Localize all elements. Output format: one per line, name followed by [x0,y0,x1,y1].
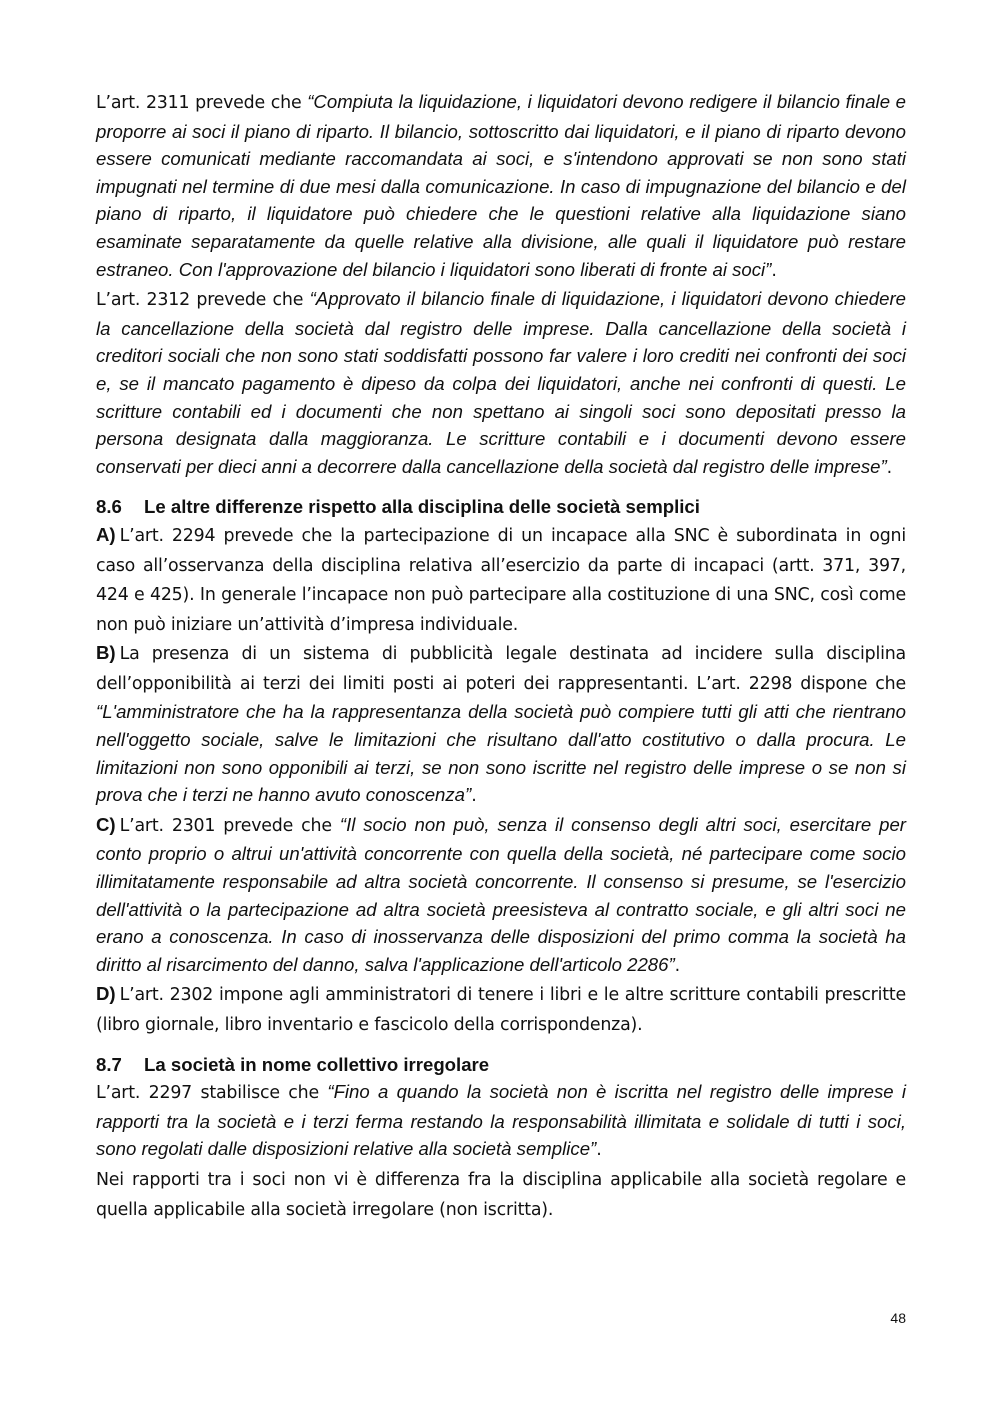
section-title: Le altre differenze rispetto alla disciplina delle società semplici [144,496,700,518]
item-a [96,521,906,639]
paragraph-lead: L’art. 2311 prevede che [96,93,308,113]
section-heading-8-7 [96,1051,906,1079]
paragraph-art-2312: L’art. 2312 prevede che “Approvato il bilancio finale di liquidazione, i liquidatori devono chiedere la cancellazione della società dal registro delle imprese. Dalla cancellazione della società i creditori sociali che non sono stati soddisfatti possono far valere i loro crediti nei confronti dei soci e, se il mancato pagamento è dipeso da colpa dei liquidatori, anche nei confronti di questi. Le scritture contabili ed i documenti che non spettano ai singoli soci sono depositati presso la persona designata dalla maggioranza. Le scritture contabili e i documenti devono essere conservati per dieci anni a decorrere dalla cancellazione della società dal registro delle imprese”. [96,288,906,478]
section-number: 8.6 [96,496,122,518]
paragraph-soci [96,1165,906,1224]
paragraph-quote: “Compiuta la liquidazione, i liquidatori devono redigere il bilancio finale e proporre ai soci il piano di riparto. Il bilancio, sottoscritto dai liquidatori, e il piano di riparto devono essere comunicati mediante raccomandata ai soci, e s'intendono approvati se non sono stati impugnati nel termine di due mesi dalla comunicazione. In caso di impugnazione del bilancio e del piano di riparto, il liquidatore può chiedere che le questioni relative alla liquidazione siano esaminate separatamente da quelle relative alla divisione, alle quali il liquidatore può restare estraneo. Con l'approvazione del bilancio i liquidatori sono liberati di fronte ai soci” [96,91,906,280]
paragraph-lead: L’art. 2297 stabilisce che [96,1083,328,1104]
paragraph-quote: “Approvato il bilancio finale di liquidazione, i liquidatori devono chiedere la cancellazione della società dal registro delle imprese. Dalla cancellazione della società i creditori sociali che non sono stati soddisfatti possono far valere i loro crediti nei confronti dei soci e, se il mancato pagamento è dipeso da colpa dei liquidatori, anche nei confronti di questi. Le scritture contabili ed i documenti che non spettano ai singoli soci sono depositati presso la persona designata dalla maggioranza. Le scritture contabili e i documenti devono essere conservati per dieci anni a decorrere dalla cancellazione della società dal registro delle imprese” [96,288,906,477]
section-number: 8.7 [96,1053,122,1075]
paragraph-quote: “Fino a quando la società non è iscritta nel registro delle imprese i rapporti tra la società e i terzi ferma restando la responsabilità illimitata e solidale di tutti i soci, sono regolati dalle disposizioni relative alla società semplice” [96,1081,906,1160]
item-text: L’art. 2294 prevede che la partecipazione di un incapace alla SNC è subordinata in ogni caso all’osservanza della disciplina relativa all’esercizio da parte di incapaci (artt. 371, 397, 424 e 425). In generale l’incapace non può partecipare alla costituzione di una SNC, così come non può iniziare un’attività d’impresa individuale. [96,525,906,635]
document-page [96,88,906,1224]
paragraph-art-2297: L’art. 2297 stabilisce che “Fino a quando la società non è iscritta nel registro delle imprese i rapporti tra la società e i terzi ferma restando la responsabilità illimitata e solidale di tutti i soci, sono regolati dalle disposizioni relative alla società semplice”. [96,1081,906,1161]
item-quote: “Il socio non può, senza il consenso degli altri soci, esercitare per conto proprio o altrui un'attività concorrente con quella della società, né partecipare come socio illimitatamente responsabile ad altra società concorrente. Il consenso si presume, se l'esercizio dell'attività o la partecipazione ad altra società preesisteva al contratto sociale, e gli altri soci ne erano a conoscenza. In caso di inosservanza delle disposizioni del primo comma la società ha diritto al risarcimento del danno, salva l'applicazione dell'articolo 2286” [96,813,906,975]
item-label: B) [96,642,116,664]
item-b: B) La presenza di un sistema di pubblicità legale destinata ad incidere sulla disciplina dell’opponibilità ai terzi dei limiti posti ai poteri dei rappresentanti. L’art. 2298 dispone che “L'amministratore che ha la rappresentanza della società può compiere tutti gli atti che rientrano nell'oggetto sociale, salve le limitazioni che risultano dall'atto costitutivo o dalla procura. Le limitazioni non sono opponibili ai terzi, se non sono iscritte nel registro delle imprese o se non si prova che i terzi ne hanno avuto conoscenza”. [96,642,906,807]
paragraph-lead: L’art. 2312 prevede che [96,290,310,311]
item-text: L’art. 2302 impone agli amministratori di tenere i libri e le altre scritture contabili prescritte (libro giornale, libro inventario e fascicolo della corrispondenza). [96,985,906,1035]
item-label: A) [96,523,116,545]
item-label: C) [96,813,116,835]
item-lead: La presenza di un sistema di pubblicità legale destinata ad incidere sulla disciplina dell’opponibilità ai terzi dei limiti posti ai poteri dei rappresentanti. L’art. 2298 dispone che [96,644,906,694]
item-label: D) [96,983,116,1005]
paragraph-text: Nei rapporti tra i soci non vi è differenza fra la disciplina applicabile alla società regolare e quella applicabile alla società irregolare (non iscritta). [96,1169,906,1220]
item-lead: L’art. 2301 prevede che [119,815,340,836]
item-quote: “L'amministratore che ha la rappresentanza della società può compiere tutti gli atti che rientrano nell'oggetto sociale, salve le limitazioni che risultano dall'atto costitutivo o dalla procura. Le limitazioni non sono opponibili ai terzi, se non sono iscritte nel registro delle imprese o se non si prova che i terzi ne hanno avuto conoscenza” [96,701,906,806]
page-number: 48 [890,1310,906,1326]
item-d [96,980,906,1039]
item-c: C) L’art. 2301 prevede che “Il socio non può, senza il consenso degli altri soci, esercitare per conto proprio o altrui un'attività concorrente con quella della società, né partecipare come socio illimitatamente responsabile ad altra società concorrente. Il consenso si presume, se l'esercizio dell'attività o la partecipazione ad altra società preesisteva al contratto sociale, e gli altri soci ne erano a conoscenza. In caso di inosservanza delle disposizioni del primo comma la società ha diritto al risarcimento del danno, salva l'applicazione dell'articolo 2286”. [96,813,906,976]
section-title: La società in nome collettivo irregolare [144,1053,490,1075]
section-heading-8-6 [96,493,906,521]
paragraph-art-2311: L’art. 2311 prevede che “Compiuta la liquidazione, i liquidatori devono redigere il bilancio finale e proporre ai soci il piano di riparto. Il bilancio, sottoscritto dai liquidatori, e il piano di riparto devono essere comunicati mediante raccomandata ai soci, e s'intendono approvati se non sono stati impugnati nel termine di due mesi dalla comunicazione. In caso di impugnazione del bilancio e del piano di riparto, il liquidatore può chiedere che le questioni relative alla liquidazione siano esaminate separatamente da quelle relative alla divisione, alle quali il liquidatore può restare estraneo. Con l'approvazione del bilancio i liquidatori sono liberati di fronte ai soci”. [96,91,906,281]
